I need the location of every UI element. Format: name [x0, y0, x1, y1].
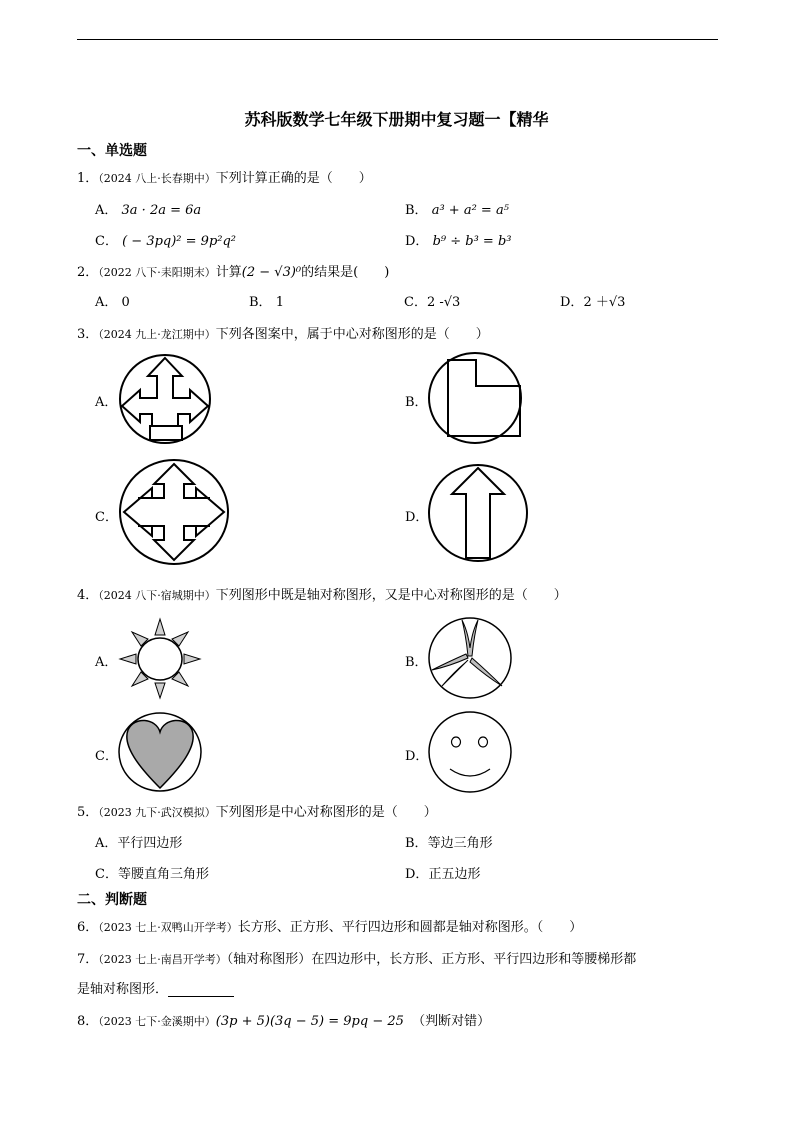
q3-source: （2024 九上·龙江期中） — [98, 328, 216, 341]
q7-answer-blank[interactable] — [168, 984, 234, 997]
q1-c-math: ( − 3pq)² = 9p²q² — [122, 234, 237, 249]
question-8: 8．（2023 七下·金溪期中）(3p + 5)(3q − 5) = 9pq − 25 （判断对错） — [77, 1014, 491, 1029]
page-title: 苏科版数学七年级下册期中复习题一【精华 — [244, 110, 549, 129]
q2-option-a[interactable]: A． 0 — [95, 295, 130, 310]
question-6: 6．（2023 七上·双鸭山开学考）长方形、正方形、平行四边形和圆都是轴对称图形。（ ） — [77, 920, 583, 935]
question-4: 4．（2024 八下·宿城期中）下列图形中既是轴对称图形，又是中心对称图形的是（ ） — [77, 588, 567, 603]
question-7: 7．（2023 七上·南昌开学考）（轴对称图形）在四边形中，长方形、正方形、平行四边形和等腰梯形都 — [77, 952, 637, 967]
q5-source: （2023 九下·武汉模拟） — [98, 806, 216, 819]
q1-option-b[interactable]: B． a³ + a² = a⁵ — [405, 203, 509, 218]
q2-option-b[interactable]: B． 1 — [249, 295, 284, 310]
q1-number: 1． — [77, 171, 99, 186]
q4-figure-a[interactable] — [118, 618, 202, 698]
q1-b-math: a³ + a² = a⁵ — [431, 203, 509, 218]
q8-source: （2023 七下·金溪期中） — [98, 1015, 216, 1028]
section-true-false: 二、判断题 — [77, 892, 147, 908]
q1-option-c[interactable]: C． ( − 3pq)² = 9p²q² — [95, 234, 237, 249]
q1-option-a[interactable]: A． 3a · 2a = 6a — [95, 203, 202, 218]
q2-source: （2022 八下·耒阳期末） — [98, 266, 216, 279]
q4-figure-b[interactable] — [428, 616, 512, 700]
q4-label-a[interactable]: A． — [95, 655, 118, 670]
q4-figure-c[interactable] — [118, 712, 202, 792]
q3-label-a[interactable]: A． — [95, 395, 118, 410]
question-2: 2．（2022 八下·耒阳期末）计算(2 − √3)⁰的结果是( ) — [77, 265, 390, 280]
q4-label-b[interactable]: B． — [405, 655, 428, 670]
question-3: 3．（2024 九上·龙江期中）下列各图案中，属于中心对称图形的是（ ） — [77, 327, 489, 342]
question-7-line2: 是轴对称图形． — [77, 978, 234, 997]
q2-option-d[interactable]: D．2 ＋√3 — [560, 295, 626, 310]
question-5: 5．（2023 九下·武汉模拟）下列图形是中心对称图形的是（ ） — [77, 805, 437, 820]
q3-label-c[interactable]: C． — [95, 510, 118, 525]
q3-figure-b[interactable] — [428, 352, 524, 444]
q2-math: (2 − √3)⁰ — [241, 265, 302, 280]
q5-option-a[interactable]: A．平行四边形 — [95, 836, 183, 851]
q3-figure-d[interactable] — [428, 464, 528, 562]
q5-option-b[interactable]: B．等边三角形 — [405, 836, 493, 851]
q1-d-math: b⁹ ÷ b³ = b³ — [432, 234, 512, 249]
question-1 — [77, 167, 372, 186]
q2-option-c[interactable]: C．2 -√3 — [404, 295, 461, 310]
q3-figure-a[interactable] — [118, 354, 212, 444]
q5-option-c[interactable]: C．等腰直角三角形 — [95, 867, 209, 882]
q1-option-d[interactable]: D． b⁹ ÷ b³ = b³ — [405, 234, 512, 249]
q7-source: （2023 七上·南昌开学考） — [98, 953, 227, 966]
header-rule — [77, 39, 718, 40]
q5-option-d[interactable]: D．正五边形 — [405, 867, 481, 882]
q6-source: （2023 七上·双鸭山开学考） — [98, 921, 238, 934]
q4-label-c[interactable]: C． — [95, 749, 118, 764]
section-single-choice: 一、单选题 — [77, 143, 147, 159]
q8-math: (3p + 5)(3q − 5) = 9pq − 25 — [215, 1014, 404, 1029]
q4-label-d[interactable]: D． — [405, 749, 429, 764]
q3-figure-c[interactable] — [118, 458, 230, 566]
q1-a-math: 3a · 2a = 6a — [121, 203, 202, 218]
q4-figure-d[interactable] — [428, 711, 512, 793]
q4-source: （2024 八下·宿城期中） — [98, 589, 216, 602]
q3-label-b[interactable]: B． — [405, 395, 428, 410]
q1-source: （2024 八上·长春期中） — [98, 172, 216, 185]
q1-text: 下列计算正确的是（ ） — [215, 171, 372, 186]
q3-label-d[interactable]: D． — [405, 510, 429, 525]
